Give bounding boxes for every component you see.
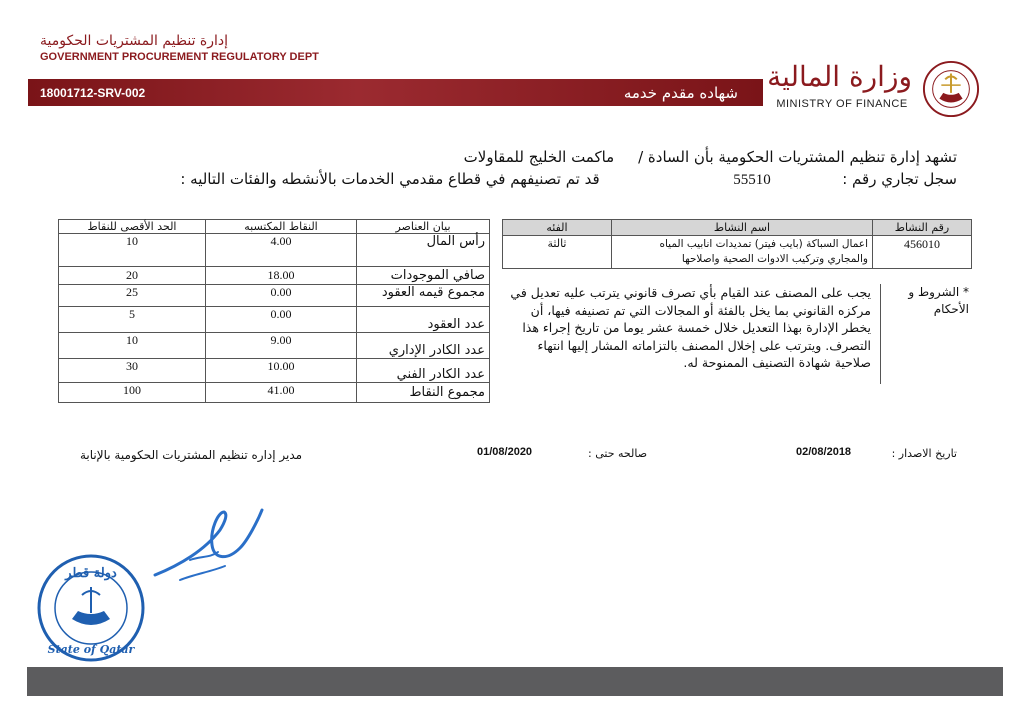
issue-date: 02/08/2018 [796, 446, 852, 458]
table-row [59, 359, 490, 383]
max-points: 20 [59, 267, 206, 285]
table-row [59, 234, 490, 267]
table-row [503, 236, 972, 269]
points-table [58, 219, 490, 403]
element-label: رأس المال [357, 234, 490, 267]
certificate-serial: 18001712-SRV-002 [40, 86, 146, 100]
valid-until-label: صالحه حتى : [588, 447, 648, 460]
col-max-points: الحد الأقصى للنقاط [59, 220, 206, 234]
element-label: عدد الكادر الإداري [357, 333, 490, 359]
element-label: مجموع النقاط [357, 383, 490, 403]
qatar-emblem-icon [922, 60, 980, 118]
certificate-statement [464, 148, 957, 166]
company-name: ماكمت الخليج للمقاولات [463, 148, 615, 166]
max-points: 100 [59, 383, 206, 403]
dept-name-english: GOVERNMENT PROCUREMENT REGULATORY DEPT [40, 51, 319, 63]
element-label: صافي الموجودات [357, 267, 490, 285]
earned-points: 18.00 [206, 267, 357, 285]
col-activity-number: رقم النشاط [873, 220, 972, 236]
max-points: 5 [59, 307, 206, 333]
table-header-row [59, 220, 490, 234]
table-row [59, 267, 490, 285]
activity-category: ثالثة [503, 236, 612, 269]
max-points: 10 [59, 333, 206, 359]
col-category: الفئه [503, 220, 612, 236]
table-row [59, 383, 490, 403]
table-row [59, 307, 490, 333]
element-label: عدد الكادر الفني [357, 359, 490, 383]
terms-heading [880, 284, 973, 384]
footer-bar [27, 667, 1003, 696]
signatory-title: مدير إداره تنظيم المشتريات الحكومية بالإنابة [80, 448, 303, 462]
cr-number: 55510 [733, 172, 771, 188]
element-label: عدد العقود [357, 307, 490, 333]
col-activity-name: اسم النشاط [612, 220, 873, 236]
signature-icon [150, 500, 270, 590]
classification-text: قد تم تصنيفهم في قطاع مقدمي الخدمات بالأنشطه والفئات التاليه : [180, 170, 600, 188]
table-row [59, 285, 490, 307]
certificate-title: شهاده مقدم خدمه [623, 84, 738, 102]
table-header-row [503, 220, 972, 236]
terms-heading-text: * الشروط و الأحكام [908, 285, 969, 316]
earned-points: 0.00 [206, 285, 357, 307]
statement-prefix: تشهد إدارة تنظيم المشتريات الحكومية بأن السادة / [638, 148, 957, 166]
qatar-stamp-icon [32, 553, 150, 663]
ministry-name-english: MINISTRY OF FINANCE [776, 98, 908, 110]
col-element: بيان العناصر [357, 220, 490, 234]
ministry-name-arabic: وزارة المالية [767, 60, 912, 93]
cr-label: سجل تجاري رقم : [842, 170, 957, 188]
element-label: مجموع قيمه العقود [357, 285, 490, 307]
activity-number: 456010 [873, 236, 972, 269]
stamp-arabic-text: دولة قطر [65, 566, 117, 581]
col-earned-points: النقاط المكتسبه [206, 220, 357, 234]
earned-points: 10.00 [206, 359, 357, 383]
valid-until-date: 01/08/2020 [477, 446, 533, 458]
terms-text: يجب على المصنف عند القيام بأي تصرف قانوني يترتب عليه تعديل في مركزه القانوني بما يخل بالفئة أو المجالات التي تم تصنيفه فيها، أن يخطر الإدارة بهذا التعديل خلال خمسة عشر يوما من تاريخ إجراء هذا التصرف. ويترتب على إخلال المصنف بالتزاماته المشار إليها انتهاء صلاحية شهادة التصنيف الممنوحة له. [510, 285, 871, 370]
earned-points: 0.00 [206, 307, 357, 333]
stamp-english-text: State of Qatar [47, 643, 135, 656]
dept-name-arabic: إدارة تنظيم المشتريات الحكومية [40, 33, 229, 49]
max-points: 25 [59, 285, 206, 307]
max-points: 30 [59, 359, 206, 383]
earned-points: 9.00 [206, 333, 357, 359]
earned-points: 4.00 [206, 234, 357, 267]
table-row [59, 333, 490, 359]
registration-line [180, 170, 957, 189]
max-points: 10 [59, 234, 206, 267]
activity-name: اعمال السباكة (بايب فيتر) تمديدات انابيب المياه والمجاري وتركيب الادوات الصحية واصلاحها [612, 236, 873, 269]
activities-table [502, 219, 972, 269]
earned-points: 41.00 [206, 383, 357, 403]
issue-date-label: تاريخ الاصدار : [891, 447, 957, 460]
